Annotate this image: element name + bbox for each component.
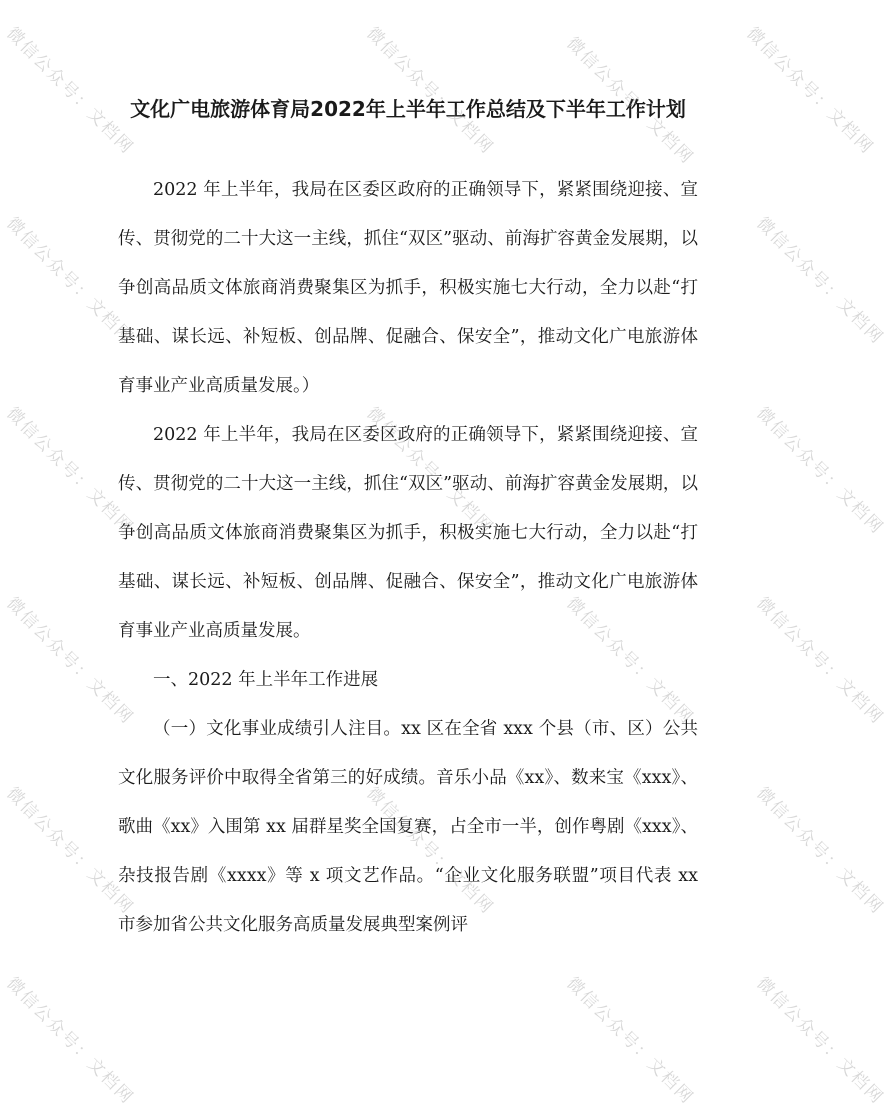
watermark: 微信公众号：文档网 [742,23,878,159]
watermark: 微信公众号：文档网 [2,403,138,539]
watermark: 微信公众号：文档网 [362,783,498,919]
watermark: 微信公众号：文档网 [2,593,138,729]
watermark: 微信公众号：文档网 [362,403,498,539]
section-heading-1: 一、2022 年上半年工作进展 [153,670,379,690]
watermark: 微信公众号：文档网 [752,213,888,349]
watermark: 微信公众号：文档网 [562,33,698,169]
watermark: 微信公众号：文档网 [2,213,138,349]
watermark: 微信公众号：文档网 [752,403,888,539]
watermark: 微信公众号：文档网 [2,783,138,919]
watermark: 微信公众号：文档网 [562,973,698,1109]
paragraph-1: 2022 年上半年，我局在区委区政府的正确领导下，紧紧围绕迎接、宣传、贯彻党的二十大这一主线，抓住“双区”驱动、前海扩容黄金发展期，以争创高品质文体旅商消费聚集区为抓手，积极实施七大行动，全力以赴“打基础、谋长远、补短板、创品牌、促融合、保安全”，推动文化广电旅游体育事业产业高质量发展。） [118,180,698,396]
watermark: 微信公众号：文档网 [752,973,888,1109]
paragraph-2: 2022 年上半年，我局在区委区政府的正确领导下，紧紧围绕迎接、宣传、贯彻党的二十大这一主线，抓住“双区”驱动、前海扩容黄金发展期，以争创高品质文体旅商消费聚集区为抓手，积极实施七大行动，全力以赴“打基础、谋长远、补短板、创品牌、促融合、保安全”，推动文化广电旅游体育事业产业高质量发展。 [118,425,698,641]
watermark: 微信公众号：文档网 [2,23,138,159]
watermark: 微信公众号：文档网 [362,23,498,159]
watermark: 微信公众号：文档网 [562,593,698,729]
watermark: 微信公众号：文档网 [752,783,888,919]
document-body [118,166,698,950]
document-title: 文化广电旅游体育局2022年上半年工作总结及下半年工作计划 [130,97,686,121]
watermark: 微信公众号：文档网 [2,973,138,1109]
watermark: 微信公众号：文档网 [752,593,888,729]
paragraph-3: （一）文化事业成绩引人注目。xx 区在全省 xxx 个县（市、区）公共文化服务评价中取得全省第三的好成绩。音乐小品《xx》、数来宝《xxx》、歌曲《xx》入围第 xx 届群星奖全国复赛，占全市一半，创作粤剧《xxx》、杂技报告剧《xxxx》等 x 项文艺作品。“企业文化服务联盟”项目代表 xx 市参加省公共文化服务高质量发展典型案例评 [118,719,698,935]
